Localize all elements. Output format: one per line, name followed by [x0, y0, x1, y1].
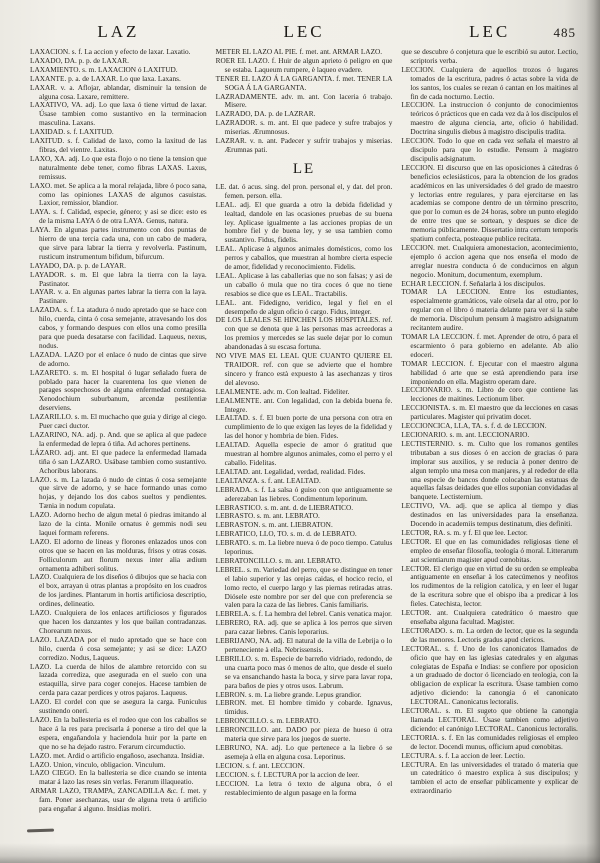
- dictionary-entry: LEAL. ant. Fidedigno, veridico, legal y fiel en el desempeño de algun oficio ó cargo. Fidus, integer.: [215, 297, 393, 316]
- dictionary-entry: TOMAR LA LECCION. Entre los estudiantes, especialmente gramáticos, vale oírsela dar al otro, por lo regular con el libro ó materia delante para ver si la sabe de memoria. Discipulum pensum à magistro adsignatum recitantem audire.: [401, 287, 579, 333]
- dictionary-entry: LECTORAL. s. m. El sugeto que obtiene la canongia llamada LECTORAL. Úsase tambien como adjetivo diciendo: el canónigo LECTORAL. Canonicus lectoralis.: [401, 706, 579, 733]
- dictionary-entry: LAZO. Cualquiera de los diseños ó dibujos que se hacia con el box, arrayan ú otras plantas a propósito en los cuadros de los jardines. Plantarum in hortis artificiosa descriptio, ordines, delineatio.: [30, 572, 207, 609]
- dictionary-entry: LECCION. El discurso que en las oposiciones à cátedras ó beneficios eclesiásticos, para la obtencion de los grados académicos en las universidades ó del grado de maestro y lectorias entre regulares, y para ejercitarse en las academias se compone dentro de un término prescrito, que por lo comun es de 24 horas, sobre un punto elegido de entre tres que se sortean, y despues se dice de memoria públicamente. Dissertatio intra certum temporis spatium confecta, posteaque publice recitata.: [401, 162, 579, 244]
- text-columns: [30, 22, 578, 814]
- dictionary-entry: LAXO. met. Se aplica a la moral relajada, libre ó poco sana, como las opiniones LAXAS de algunos casuistas. Laxior, remissior, blandior.: [30, 180, 207, 208]
- dictionary-entry: LAZRADAMENTE. adv. m. ant. Con laceria ó trabajo. Misere.: [215, 91, 393, 110]
- dictionary-entry: LEAL. Aplicase à las caballerias que no son falsas; y asi de un caballo ó mula que no tira coces ó que no tiene resabios se dice que es LEAL. Tractabilis.: [215, 270, 393, 298]
- dictionary-entry: LAYAR. v. a. En algunas partes labrar la tierra con la laya. Pastinare.: [30, 287, 207, 306]
- dictionary-entry: LECTIVO, VA. adj. que se aplica al tiempo y dias destinados en las universidades para la enseñanza. Docendo in academiis tempus destinatum, dies definiti.: [401, 501, 579, 529]
- dictionary-entry: ROER EL LAZO. f. Huir de algun aprieto ó peligro en que se estaba. Laqueum rumpere, è laqueo evadere.: [215, 55, 393, 74]
- dictionary-entry: LEBRON. met. El hombre tímido y cobarde. Ignavus, timidus.: [215, 698, 393, 717]
- column-2-entries-le: [216, 183, 393, 798]
- dictionary-entry: LECCIONCICA, LLA, TA. s. f. d. de LECCION.: [401, 421, 547, 431]
- dictionary-entry: LEBREL. s. m. Variedad del perro, que se distingue en tener el labio superior y las orejas caidas, el hocico recio, el lomo recto, el cuerpo largo y las piernas retiradas atras. Diósele este nombre por ser del que con preferencia se valen para la caza de las liebres. Canis familiaris.: [215, 564, 393, 610]
- dictionary-entry: LECTOR. El que en las comunidades religiosas tiene el empleo de enseñar filosofía, teología ó moral. Litterarum aut scientiarum magister apud cœnobitas.: [401, 536, 579, 564]
- dictionary-entry: LAZO. La cuerda de hilos de alambre retorcido con su lazada corrediza, que asegurada en el suelo con una estaquilla, sirve para coger conejos. Hacese tambien de cerda para cazar perdices y otros pajaros. Laqueus.: [30, 661, 207, 698]
- dictionary-entry: LEBRUNO, NA. adj. Lo que pertenece a la liebre ó se asemeja à ella en alguna cosa. Leporinus.: [215, 742, 393, 761]
- column-1-header: LAZ: [97, 22, 140, 41]
- dictionary-entry: LECCION. met. Cualquiera amonestacion, acontecimiento, ejemplo ó accion agena que nos enseña el modo de arreglar nuestra conducta ó de conducirnos en algun negocio. Monitum, documentum, exemplum.: [401, 242, 579, 279]
- dictionary-entry: LAZO. LAZADA por el nudo apretado que se hace con hilo, cuerda ó cosa semejante; y asi se dice: LAZO corredizo. Nodus, Laqueus.: [30, 634, 207, 662]
- dictionary-entry: LAZO. Adorno hecho de algun metal ó piedras imitando al lazo de la cinta. Monile ornatus è gemmis nodi seu laquei formam referens.: [30, 510, 207, 537]
- dictionary-entry: LECTOR. El clerigo que en virtud de su orden se empleaba antiguamente en enseñar à los catecúmenos y neofitos los rudimentos de la religion catolica, y en leer el lugar de la escritura sobre que el obispo iba a predicar à los fieles. Catechista, lector.: [401, 563, 579, 609]
- dictionary-entry: LEALTAD. Aquella especie de amor ó gratitud que muestran al hombre algunos animales, como el perro y el caballo. Fidelitas.: [215, 440, 393, 467]
- column-3-header: LEC: [469, 22, 511, 41]
- dictionary-entry: LEAL. Aplicase à algunos animales domésticos, como los perros y caballos, que muestran al hombre cierta especie de amor, fidelidad y reconocimiento. Fidelis.: [215, 244, 393, 272]
- dictionary-entry: LÁZARO. adj. ant. El que padece la enfermedad llamada tiña ó san LAZARO. Usábase tambien como sustantivo. Achoribus laborans.: [30, 447, 207, 475]
- column-1: [30, 22, 207, 814]
- ink-mark: [27, 828, 54, 831]
- dictionary-entry: LECCIONISTA. s. m. El maestro que da lecciones en casas particulares. Magister qui privatim docet.: [401, 403, 579, 422]
- page-number: 485: [553, 25, 577, 40]
- dictionary-entry: LEBRERO, RA. adj. que se aplica à los perros que sirven para cazar liebres. Canis leporarius.: [215, 618, 393, 637]
- dictionary-entry: LEAL. adj. El que guarda a otro la debida fidelidad y lealtad, dandole en las ocasiones pruebas de su buena ley. Aplicase igualmente a las acciones propias de un hombre fiel y de buena ley, y se usa tambien como sustantivo. Fidus, fidelis.: [215, 199, 393, 245]
- dictionary-entry: LAYADO, DA. p. p. de LAYAR.: [30, 260, 126, 270]
- dictionary-entry: LAXADO, DA. p. p. de LAXAR.: [30, 55, 129, 65]
- dictionary-entry: LEALTAD. s. f. El buen porte de una persona con otra en cumplimiento de lo que exigen las leyes de la fidelidad y las del honor y hombria de bien. Fides.: [215, 413, 393, 441]
- dictionary-entry: LAZARILLO. s. m. El muchacho que guia y dirige al ciego. Puer cæci ductor.: [30, 412, 207, 431]
- column-2: [216, 22, 393, 814]
- dictionary-entry: LECCIONARIO. s. m. Libro de coro que contiene las lecciones de maitines. Lectionum liber.: [401, 385, 579, 404]
- dictionary-entry: LECTURA. En las universidades el tratado ó materia que un catedrático ó maestro explica à sus discipulos; y tambien el acto de enseñar públicamente y explicar de extraordinario: [401, 759, 579, 796]
- dictionary-entry: LAXANTE. p. a. de LAXAR. Lo que laxa. Laxans.: [30, 73, 181, 83]
- dictionary-entry: LAYADOR. s. m. El que labra la tierra con la laya. Pastinator.: [30, 269, 207, 288]
- dictionary-entry: LAZADA. s. f. La atadura ó nudo apretado que se hace con hilo, cuerda, cinta ó cosa semejante, atravesando los dos cabos, y formando despues con ellos una como presilla para que pueda desatarse con facilidad. Laqueus, nexus, nodus.: [30, 305, 207, 350]
- dictionary-entry: LEBRASTON. s. m. ant. LIEBRATON.: [215, 520, 333, 530]
- dictionary-entry: LAZRADOR. s. m. ant. El que padece y sufre trabajos y miserias. Ærumnosus.: [215, 118, 393, 137]
- dictionary-entry: LECTOR. ant. Cualquiera catedrático ó maestro que enseñaba alguna facultad. Magister.: [401, 608, 579, 626]
- section-header-le: LE: [292, 160, 316, 177]
- column-2-entries-laz: [216, 48, 393, 155]
- dictionary-entry: LAZO. Union, vinculo, obligacion. Vinculum.: [30, 759, 166, 769]
- dictionary-entry: DE LOS LEALES SE HINCHEN LOS HOSPITALES. ref. con que se denota que à las personas mas acreedoras a los premios y mercedes se las suele dejar por lo comun abandonadas à su escasa fortuna.: [215, 315, 393, 352]
- dictionary-entry: NO VIVE MAS EL LEAL QUE CUANTO QUIERE EL TRAIDOR. ref. con que se advierte que el hombre sincero y franco està expuesto à las asechanzas y tiros del alevoso.: [215, 351, 393, 387]
- dictionary-entry: LECTOR, RA. s. m. y f. El que lee. Lector.: [401, 527, 528, 537]
- dictionary-entry: LEBRONCILLO. ant. DADO por pieza de hueso ú otra materia que sirve para los juegos de suerte.: [215, 725, 393, 744]
- dictionary-entry: LECCION. La instruccion ó conjunto de conocimientos teóricos ó prácticos que en cada vez da à los discípulos el maestro de alguna ciencia, arte, oficio ó habilidad. Doctrina singulis diebus à magistro discipulis tradita.: [401, 100, 579, 137]
- dictionary-entry: LAXIDAD. s. f. LAXITUD.: [30, 127, 114, 137]
- column-3-header-row: [401, 22, 578, 42]
- dictionary-entry: TOMAR LA LECCION. f. met. Aprender de otro, ó para el escarmiento ó para gobierno en adelante. Ab alio edoceri.: [401, 332, 579, 359]
- dictionary-entry: LEBRASTICO. s. m. ant. d. de LIEBRATICO.: [215, 502, 354, 512]
- dictionary-entry: LAZO. met. Ardid o artificio engañoso, asechanza. Insidiæ.: [30, 750, 205, 760]
- dictionary-entry: LAYA. s. f. Calidad, especie, género; y asi se dice: esto es de la misma LAYA ó de otra LAYA. Genus, natura.: [30, 207, 207, 226]
- column-3-entries: [401, 48, 578, 796]
- dictionary-entry: LAXO, XA. adj. Lo que esta flojo o no tiene la tension que naturalmente debe tener, como fibras LAXAS. Laxus, remissus.: [30, 153, 207, 181]
- dictionary-entry: LE. dat. ó acus. sing. del pron. personal el, y dat. del pron. femen. person. ella.: [215, 181, 393, 200]
- dictionary-entry: LECCION. Cualquiera de aquellos trozos ó lugares tomados de la escritura, padres ó actas sobre la vida de los santos, los cuales se rezan ó cantan en los maitines al fin de cada nocturno. Lectio.: [401, 64, 579, 101]
- dictionary-entry: LAXAR. v. a. Aflojar, ablandar, disminuir la tension de alguna cosa. Laxare, remittere.: [30, 82, 207, 101]
- dictionary-entry: LEBRATONCILLO. s. m. ant. LEBRATO.: [215, 555, 342, 565]
- column-1-entries: [30, 48, 207, 814]
- dictionary-entry: LAZRAR. v. n. ant. Padecer y sufrir trabajos y miserias. Ærumnas pati.: [215, 136, 393, 154]
- dictionary-entry: LEALTANZA. s. f. ant. LEALTAD.: [215, 475, 321, 485]
- dictionary-entry: LAZO. En la ballesteria es el rodeo que con los caballos se hace á la res para precisarla á ponerse a tiro del que la espera, engañandola y haciendola huir por la parte en que no se ha dejado rastro. Ferarum circumductio.: [30, 714, 207, 751]
- dictionary-entry: LAZADA. LAZO por el enlace ó nudo de cintas que sirve de adorno.: [30, 349, 207, 368]
- dictionary-entry: LEBRADA. s. f. La salsa ó guiso con que antiguamente se aderezaban las liebres. Condimentum leporinum.: [215, 484, 393, 503]
- dictionary-entry: LECCION. s. f. LECTURA por la accion de leer.: [215, 769, 360, 779]
- dictionary-entry: LECIONARIO. s. m. ant. LECCIONARIO.: [401, 429, 530, 439]
- dictionary-entry: LAZO CIEGO. En la ballesteria se dice cuando se intenta matar á lazo las reses sin verlas. Ferarum illaqueatio.: [30, 768, 207, 787]
- dictionary-entry: LAXACION. s. f. La accion y efecto de laxar. Laxatio.: [30, 47, 191, 56]
- dictionary-entry: LEBRELA. s. f. La hembra del lebrel. Canis venatica major.: [215, 609, 392, 619]
- dictionary-entry: LAZARETO. s. m. El hospital ó lugar señalado fuera de poblado para hacer la cuarentena los que vienen de parages sospechosos de alguna enfermedad contagiosa. Xenodochium suburbanum, arcendæ pestilentiæ deserviens.: [30, 367, 207, 413]
- dictionary-entry: TOMAR LECCION. f. Ejecutar con el maestro alguna habilidad ó arte que se està aprendiendo para irse imponiendo en ella. Magistro operam dare.: [401, 358, 579, 386]
- dictionary-entry: LAZRADO, DA. p. de LAZRAR.: [215, 109, 316, 119]
- dictionary-entry: LECCION. Todo lo que en cada vez señala el maestro al discipulo para que lo estudie. Pensum à magistro discipulis adsignatum.: [401, 136, 579, 163]
- dictionary-entry: METER EL LAZO AL PIE. f. met. ant. ARMAR LAZO.: [215, 47, 383, 56]
- dictionary-entry: TENER EL LAZO Á LA GARGANTA. f. met. TENER LA SOGA Á LA GARGANTA.: [215, 73, 393, 92]
- dictionary-entry: LECTURA. s. f. La accion de leer. Lectio.: [401, 750, 525, 760]
- dictionary-entry: LAZO. El cordel con que se asegura la carga. Funiculus sustinendo oneri.: [30, 697, 207, 716]
- dictionary-entry: LEBRON. s. m. La liebre grande. Lepus grandior.: [215, 689, 362, 699]
- dictionary-entry: LAZARINO, NA. adj. p. And. que se aplica al que padece la enfermedad de lepra ó tiña. Ad achores pertinens.: [30, 429, 207, 448]
- dictionary-entry: LECTORIA. s. f. En las comunidades religiosas el empleo de lector. Docendi munus, officium apud cœnobitas.: [401, 732, 579, 751]
- dictionary-entry: LECTISTERNIO. s. m. Culto que los romanos gentiles tributaban a sus dioses ó en accion de gracias ó para implorar sus auxilios, y se reducia à poner dentro de algun templo una mesa con manjares, y al rededor de ella una especie de bancos donde colocaban las estatuas de aquellas falsas deidades que ellos suponian convidadas al banquete. Lectisternium.: [401, 438, 579, 502]
- dictionary-entry: LEBRONCILLO. s. m. LEBRATO.: [215, 716, 321, 726]
- dictionary-entry: LAZO. El adorno de lineas y florones enlazados unos con otros que se hacen en las molduras, frisos y otras cosas. Folliculorum aut florum nexus inter alia ædium ornamenta adhiberi solitus.: [30, 536, 207, 573]
- dictionary-entry: LAYA. En algunas partes instrumento con dos puntas de hierro de una tercia cada una, con un cabo de madera, que sirve para labrar la tierra y revolverla. Pastinum, rusticum instrumentum bifidum, bifurcum.: [30, 225, 207, 261]
- dictionary-entry: LAXAMIENTO. s. m. LAXACION ó LAXITUD.: [30, 64, 178, 74]
- dictionary-entry: LAZO. Cualquiera de los enlaces artificiosos y figurados que hacen los danzantes y los que bailan contradanzas. Chorearum nexus.: [30, 608, 207, 635]
- dictionary-entry: LEALMENTE. ant. Con legalidad, con la debida buena fe. Integre.: [215, 395, 393, 414]
- dictionary-entry: LEALTAD. ant. Legalidad, verdad, realidad. Fides.: [215, 466, 366, 476]
- dictionary-entry: LECCION. La letra ó texto de alguna obra, ó el restablecimiento de algun pasage en la forma: [215, 778, 393, 797]
- dictionary-entry: LECTORAL. s. f. Uno de los canonicatos llamados de oficio que hay en las iglesias catedrales y en algunas colegiatas de España e Indias: se confiere por oposicion a un graduado de doctor ó licenciado en teologia, con la obligacion de explicar la escritura. Úsase tambien como adjetivo diciendo: la canongia ó el canonicato LECTORAL. Canonicatus lectoralis.: [401, 643, 579, 707]
- dictionary-entry: ECHAR LECCION. f. Señalarla à los discipulos.: [401, 278, 546, 288]
- dictionary-entry: LECION. s. f. ant. LECCION.: [215, 760, 305, 770]
- column-2-header: LEC: [283, 22, 325, 41]
- dictionary-entry: que se descubre ó conjetura que le escribió su autor. Lectio, scriptoris verba.: [401, 47, 579, 65]
- dictionary-entry: LAXITUD. s. f. Calidad de laxo, como la laxitud de las fibras, del vientre. Laxitas.: [30, 136, 207, 154]
- column-3: [401, 22, 578, 814]
- dictionary-entry: LEALMENTE. adv. m. Con lealtad. Fideliter.: [215, 386, 350, 396]
- dictionary-entry: LAXATIVO, VA. adj. Lo que laxa ó tiene virtud de laxar. Úsase tambien como sustantivo en la terminacion masculina. Laxans.: [30, 100, 207, 128]
- scan-edge-right: [586, 0, 600, 863]
- dictionary-entry: LEBRASTO. s. m. ant. LEBRATO.: [215, 511, 320, 521]
- dictionary-entry: LAZO. s. m. La lazada ó nudo de cintas ó cosa semejante que sirve de adorno, y se hace formando unas como hojas, y dejando los dos cabos sueltos y pendientes. Tænia in nodum copulata.: [30, 474, 207, 511]
- dictionary-entry: LEBRILLO. s. m. Especie de barreño vidriado, redondo, de una cuarta poco mas ó menos de alto, que desde el suelo se va ensanchando hasta la boca, y sirve para lavar ropa, para baños de pies y otros usos. Labrum.: [215, 653, 393, 690]
- dictionary-entry: LEBRATICO, LLO, TO. s. m. d. de LEBRATO.: [215, 529, 357, 539]
- dictionary-entry: LECTORADO. s. m. La orden de lector, que es la segunda de las menores. Lectoris gradus apud clericos.: [401, 625, 579, 644]
- dictionary-entry: LEBRATO. s. m. La liebre nueva ó de poco tiempo. Catulus leporinus.: [215, 538, 393, 557]
- scan-edge-bottom: [0, 843, 600, 863]
- dictionary-entry: ARMAR LAZO, TRAMPA, ZANCADILLA &c. f. met. y fam. Poner asechanzas, usar de alguna treta ó artificio para engañar á alguno. Insidias moliri.: [30, 786, 207, 814]
- dictionary-entry: LEBRIJANO, NA. adj. El natural de la villa de Lebrija o lo perteneciente à ella. Nebrissensis.: [215, 636, 393, 654]
